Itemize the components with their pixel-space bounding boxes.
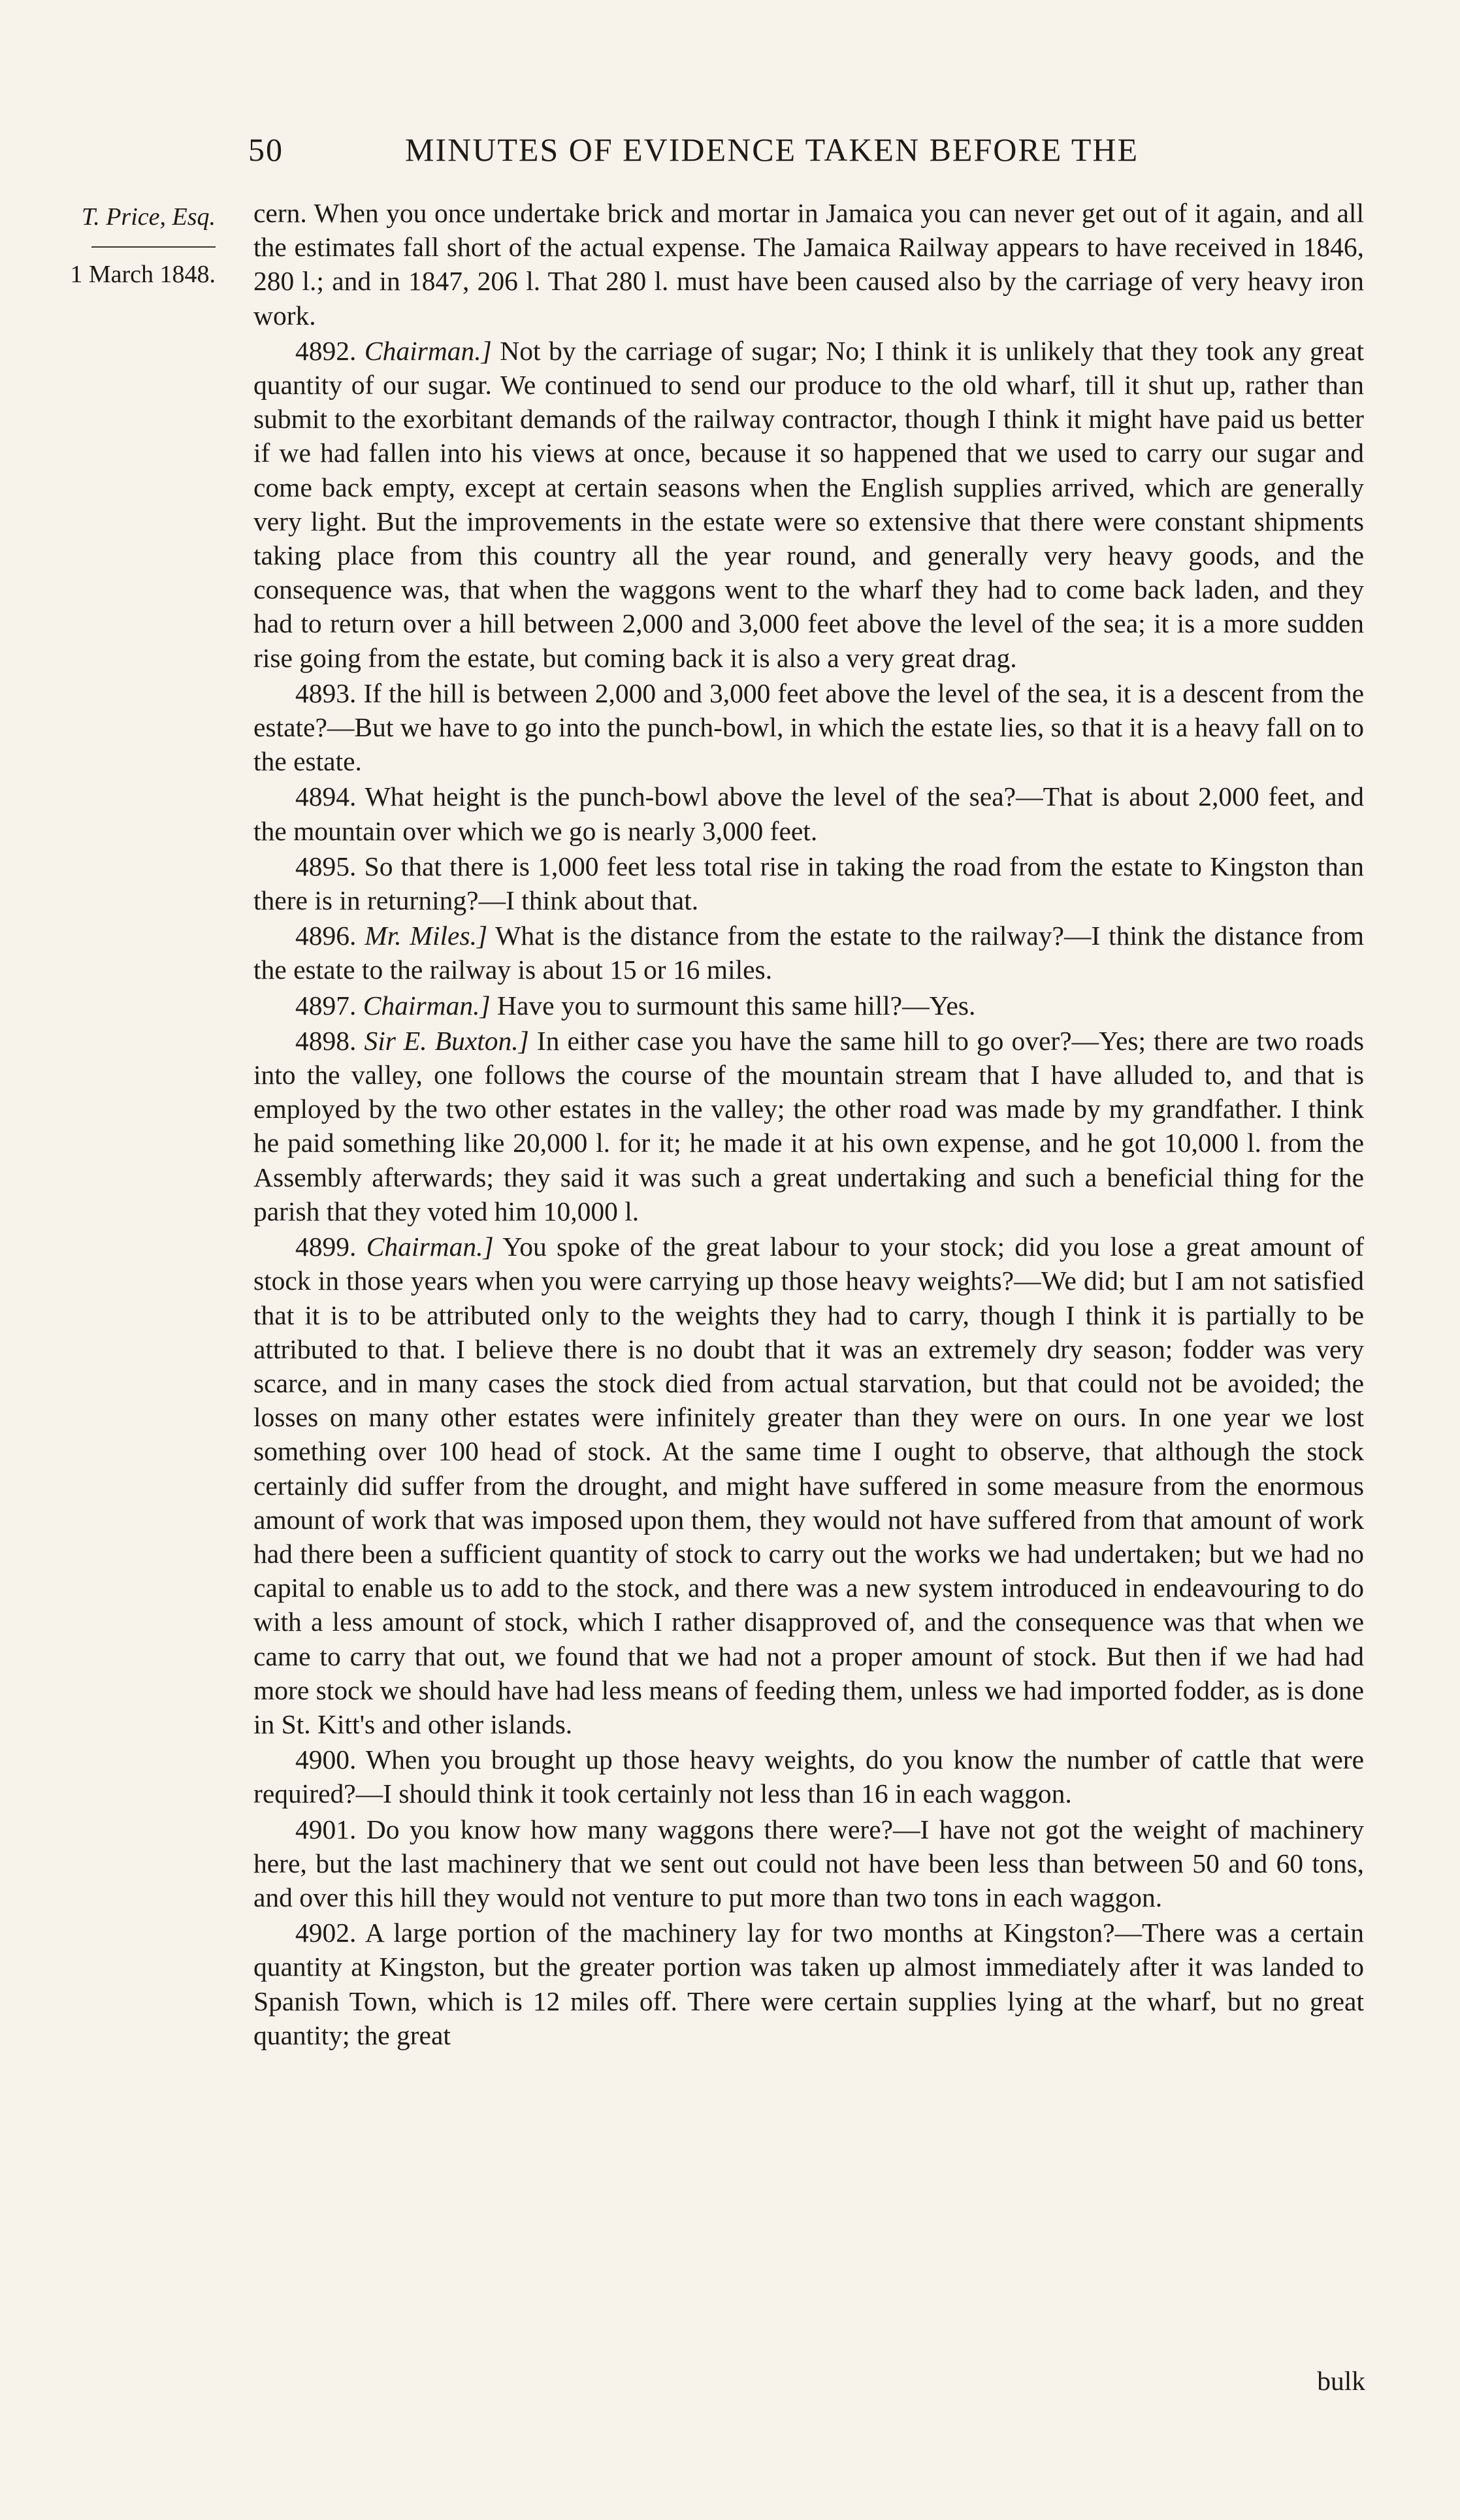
- question-4900: [253, 1743, 1364, 1810]
- question-number: 4892.: [295, 335, 357, 366]
- paragraph-text: In either case you have the same hill to go over?—Yes; there are two roads into the valley, one follows the course of the mountain stream that I have alluded to, and that is employed by the two other estates in the valley; the other road was made by my grandfather. I think he paid something like 20,000 l. for it; he made it at his own expense, and he got 10,000 l. from the Assembly afterwards; they said it was such a great undertaking and such a beneficial thing for the parish that they voted him 10,000 l.: [253, 1025, 1365, 1226]
- running-title: MINUTES OF EVIDENCE TAKEN BEFORE THE: [405, 131, 1139, 168]
- evidence-body: [253, 196, 1364, 2052]
- paragraph-text: You spoke of the great labour to your stock; did you lose a great amount of stock in those years when you were carrying up those heavy weights?—We did; but I am not satisfied that it is to be attributed only to the weights they had to carry, though I think it is partially to be attributed to that. I believe there is no doubt that it was an extremely dry season; fodder was very scarce, and in many cases the stock died from actual starvation, but that could not be avoided; the losses on many other estates were infinitely greater than they were on ours. In one year we lost something over 100 head of stock. At the same time I ought to observe, that although the stock certainly did suffer from the drought, and might have suffered in some measure from the enormous amount of work that was imposed upon them, they would not have suffered from that amount of work had there been a sufficient quantity of stock to carry out the works we had undertaken; but we had no capital to enable us to add to the stock, and there was a new system introduced in endeavouring to do with a less amount of stock, which I rather disapproved of, and the consequence was that when we came to carry that out, we found that we had not a proper amount of stock. But then if we had had more stock we should have had less means of feeding them, unless we had imported fodder, as is done in St. Kitt's and other islands.: [253, 1232, 1365, 1739]
- margin-divider: [91, 246, 216, 248]
- question-4901: [253, 1812, 1364, 1915]
- paragraph-text: What is the distance from the estate to the railway?—I think the distance from the estate to the railway is about 15 or 16 miles.: [253, 921, 1365, 985]
- page-number: 50: [248, 131, 284, 168]
- question-4897: [253, 989, 1364, 1023]
- paragraph-text: So that there is 1,000 feet less total rise in taking the road from the estate to Kingston than there is in returning?—I think about that.: [253, 851, 1365, 916]
- paragraph-text: cern. When you once undertake brick and mortar in Jamaica you can never get out of it again, and all the estimates fall short of the actual expense. The Jamaica Railway appears to have received in 1846, 280 l.; and in 1847, 206 l. That 280 l. must have been caused also by the carriage of very heavy iron work.: [253, 198, 1364, 331]
- paragraph-text: Have you to surmount this same hill?—Yes.: [490, 990, 976, 1021]
- question-4892: [253, 334, 1364, 675]
- paragraph-text: When you brought up those heavy weights, do you know the number of cattle that were required?—I should think it took certainly not less than 16 in each waggon.: [253, 1744, 1364, 1809]
- question-4902: [253, 1916, 1364, 2052]
- speaker: Mr. Miles.]: [365, 921, 488, 951]
- question-4893: [253, 676, 1364, 779]
- question-4894: [253, 779, 1364, 847]
- question-number: 4898.: [295, 1025, 357, 1056]
- question-number: 4895.: [295, 851, 357, 881]
- catchword: bulk: [1317, 2366, 1365, 2396]
- question-number: 4896.: [295, 921, 357, 951]
- question-number: 4902.: [295, 1918, 357, 1948]
- question-number: 4893.: [295, 678, 357, 708]
- paragraph-text: Not by the carriage of sugar; No; I think it is unlikely that they took any great quantity of our sugar. We continued to send our produce to the old wharf, till it shut up, rather than submit to the exorbitant demands of the railway contractor, though I think it might have paid us better if we had fallen into his views at once, because it so happened that we used to carry our sugar and come back empty, except at certain seasons when the English supplies arrived, which are generally very light. But the improvements in the estate were so extensive that there were constant shipments taking place from this country all the year round, and generally very heavy goods, and the consequence was, that when the waggons went to the wharf they had to come back laden, and they had to return over a hill between 2,000 and 3,000 feet above the level of the sea; it is a more sudden rise going from the estate, but coming back it is also a very great drag.: [253, 335, 1364, 673]
- question-4895: [253, 849, 1364, 917]
- paragraph-text: What height is the punch-bowl above the level of the sea?—That is about 2,000 feet, and the mountain over which we go is nearly 3,000 feet.: [253, 781, 1364, 846]
- speaker: Chairman.]: [364, 335, 492, 366]
- question-4899: [253, 1230, 1364, 1741]
- question-number: 4897.: [295, 990, 357, 1021]
- question-number: 4894.: [295, 781, 357, 812]
- question-4898: [253, 1024, 1364, 1228]
- continued-paragraph: [253, 196, 1364, 333]
- speaker: Chairman.]: [363, 990, 491, 1021]
- running-header: [248, 131, 1372, 183]
- margin-note: [46, 199, 216, 292]
- paragraph-text: A large portion of the machinery lay for two months at Kingston?—There was a certain quantity at Kingston, but the greater portion was taken up almost immediately after it was landed to Spanish Town, which is 12 miles off. There were certain supplies lying at the wharf, but no great quantity; the great: [253, 1918, 1364, 2050]
- speaker: Sir E. Buxton.]: [364, 1025, 529, 1056]
- witness-name: T. Price, Esq.: [81, 203, 216, 231]
- paragraph-text: Do you know how many waggons there were?—I have not got the weight of machinery here, but the last machinery that we sent out could not have been less than between 50 and 60 tons, and over this hill they would not venture to put more than two tons in each waggon.: [253, 1814, 1365, 1912]
- evidence-date: 1 March 1848.: [70, 261, 216, 288]
- speaker: Chairman.]: [366, 1232, 494, 1262]
- question-number: 4899.: [295, 1232, 357, 1262]
- question-4896: [253, 919, 1364, 987]
- question-number: 4900.: [295, 1744, 357, 1775]
- paragraph-text: If the hill is between 2,000 and 3,000 feet above the level of the sea, it is a descent from the estate?—But we have to go into the punch-bowl, in which the estate lies, so that it is a heavy fall on to the estate.: [253, 678, 1364, 777]
- question-number: 4901.: [295, 1814, 357, 1844]
